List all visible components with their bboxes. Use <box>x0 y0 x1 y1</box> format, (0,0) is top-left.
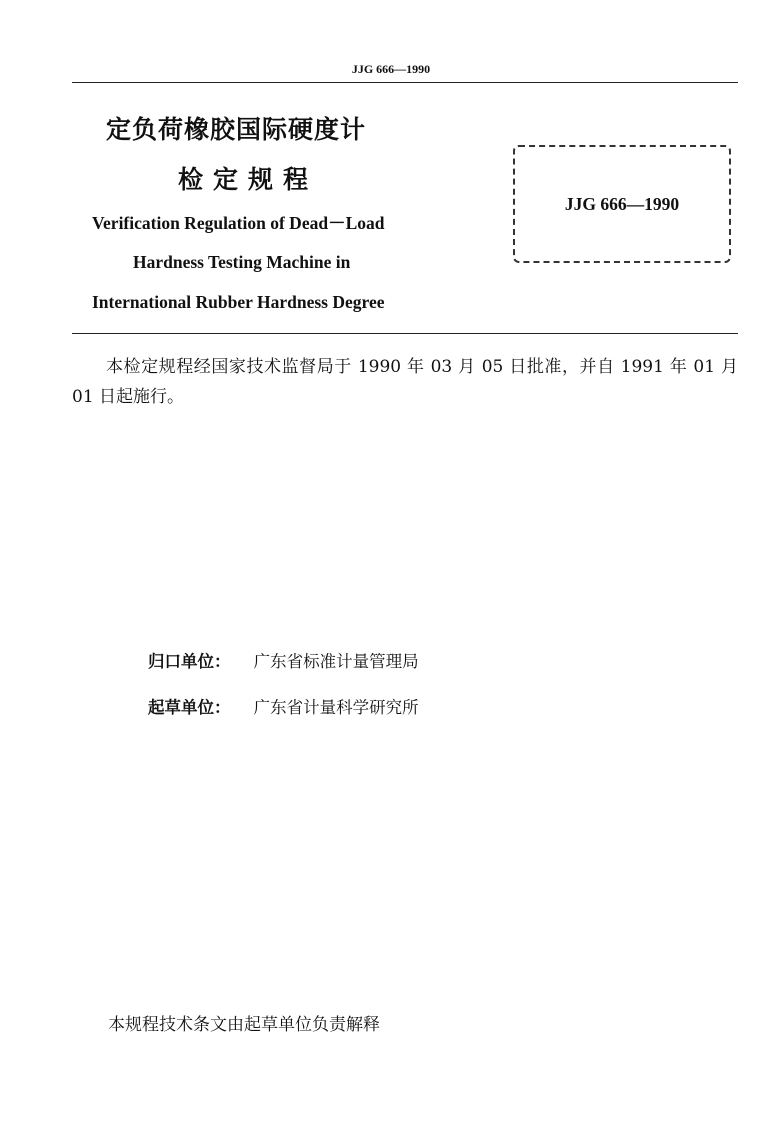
title-english-line1: Verification Regulation of Dead－Load <box>92 213 385 233</box>
title-chinese-line1: 定负荷橡胶国际硬度计 <box>106 115 367 144</box>
drafting-unit-label: 起草单位： <box>148 698 231 717</box>
managing-unit-label: 归口单位： <box>148 652 231 671</box>
managing-unit-row <box>148 648 419 672</box>
top-rule <box>72 82 738 83</box>
code-frame <box>513 145 731 263</box>
approval-statement: 本检定规程经国家技术监督局于 1990 年 03 月 05 日批准，并自 1991 年 01 月 01 日起施行。 <box>72 357 738 407</box>
title-chinese-line2: 检定规程 <box>178 165 319 194</box>
title-english-line3: International Rubber Hardness Degree <box>92 292 385 312</box>
code-frame-text: JJG 666—1990 <box>564 193 680 214</box>
drafting-unit-row <box>148 694 419 718</box>
document-code-header: JJG 666—1990 <box>351 62 431 76</box>
interpretation-note: 本规程技术条文由起草单位负责解释 <box>108 1015 380 1035</box>
drafting-unit-value: 广东省计量科学研究所 <box>253 698 419 717</box>
managing-unit-value: 广东省标准计量管理局 <box>253 652 419 671</box>
title-bottom-rule <box>72 333 738 334</box>
title-english-line2: Hardness Testing Machine in <box>133 252 351 272</box>
